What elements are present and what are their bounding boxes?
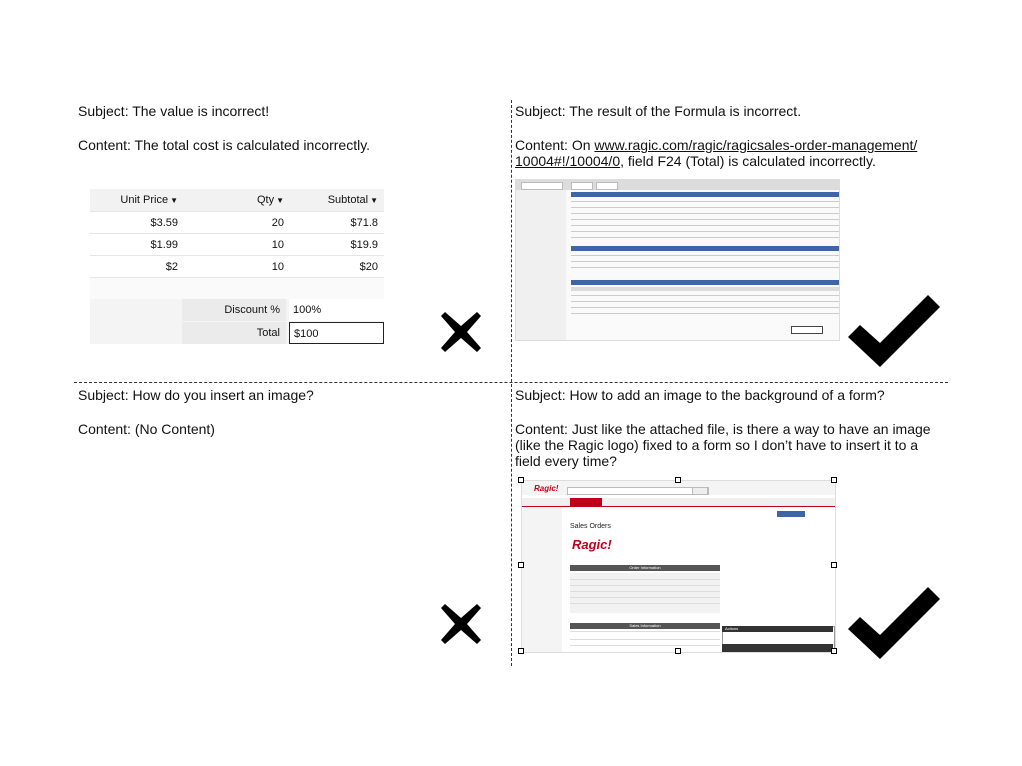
ragic-logo-small: Ragic! [534, 484, 559, 493]
unit-price-cell: $3.59 [150, 217, 178, 229]
resize-handle[interactable] [518, 477, 524, 483]
unit-price-cell: $1.99 [150, 239, 178, 251]
resize-handle[interactable] [831, 477, 837, 483]
q2-link-part1[interactable]: www.ragic.com/ragic/ragicsales-order-management/ [594, 137, 918, 153]
resize-handle[interactable] [831, 648, 837, 654]
q4-subject: Subject: How to add an image to the background of a form? [515, 387, 885, 403]
q2-content-prefix: Content: On [515, 137, 595, 153]
sales-information-header: Sales Information [570, 623, 720, 629]
order-information-header: Order Information [570, 565, 720, 571]
qty-cell: 10 [271, 239, 284, 251]
actions-panel-header: Actions [722, 626, 833, 632]
caret-down-icon: ▼ [170, 196, 178, 205]
q2-subject: Subject: The result of the Formula is incorrect. [515, 103, 802, 119]
sales-orders-title: Sales Orders [570, 523, 611, 530]
table-header-row [90, 189, 384, 212]
q4-content-line2: (like the Ragic logo) fixed to a form so I don’t have to insert it to a [515, 437, 919, 453]
qty-header[interactable]: Qty ▼ [256, 194, 284, 206]
total-value[interactable]: $100 [289, 322, 384, 344]
vertical-divider [511, 100, 512, 666]
resize-handle[interactable] [675, 477, 681, 483]
subtotal-cell: $19.9 [350, 239, 378, 251]
subtotal-header[interactable]: Subtotal ▼ [327, 194, 378, 206]
ragic-logo-large: Ragic! [572, 537, 612, 552]
caret-down-icon: ▼ [370, 196, 378, 205]
resize-handle[interactable] [831, 562, 837, 568]
q3-content: Content: (No Content) [78, 421, 215, 437]
table-row [90, 255, 384, 278]
qty-cell: 20 [271, 217, 284, 229]
discount-label: Discount % [182, 299, 286, 321]
resize-handle[interactable] [518, 562, 524, 568]
subtotal-cell: $71.8 [350, 217, 378, 229]
unit-price-cell: $2 [165, 261, 178, 273]
q2-content-suffix: , field F24 (Total) is calculated incorrectly. [620, 153, 876, 169]
unit-price-header[interactable]: Unit Price ▼ [120, 194, 178, 206]
total-label: Total [182, 322, 286, 344]
q4-attached-screenshot[interactable] [521, 480, 836, 653]
x-mark-icon [439, 602, 483, 646]
q3-subject: Subject: How do you insert an image? [78, 387, 314, 403]
q2-form-screenshot [515, 179, 840, 341]
table-row-empty [90, 277, 384, 300]
q4-content-line3: field every time? [515, 453, 617, 469]
checkmark-icon [846, 293, 942, 369]
horizontal-divider [74, 382, 948, 383]
checkmark-icon [846, 585, 942, 661]
q1-table [90, 189, 384, 344]
x-mark-icon [439, 310, 483, 354]
q2-content-line2 [515, 152, 876, 170]
table-row [90, 211, 384, 234]
resize-handle[interactable] [675, 648, 681, 654]
q2-link-part2[interactable]: 10004#!/10004/0 [515, 153, 621, 169]
q4-content-line1: Content: Just like the attached file, is there a way to have an image [515, 421, 931, 437]
subtotal-cell: $20 [359, 261, 378, 273]
resize-handle[interactable] [518, 648, 524, 654]
table-row [90, 233, 384, 256]
discount-value: 100% [289, 299, 384, 321]
q1-subject: Subject: The value is incorrect! [78, 103, 270, 119]
qty-cell: 10 [271, 261, 284, 273]
table-footer [90, 299, 384, 344]
caret-down-icon: ▼ [276, 196, 284, 205]
q1-content: Content: The total cost is calculated incorrectly. [78, 137, 371, 153]
